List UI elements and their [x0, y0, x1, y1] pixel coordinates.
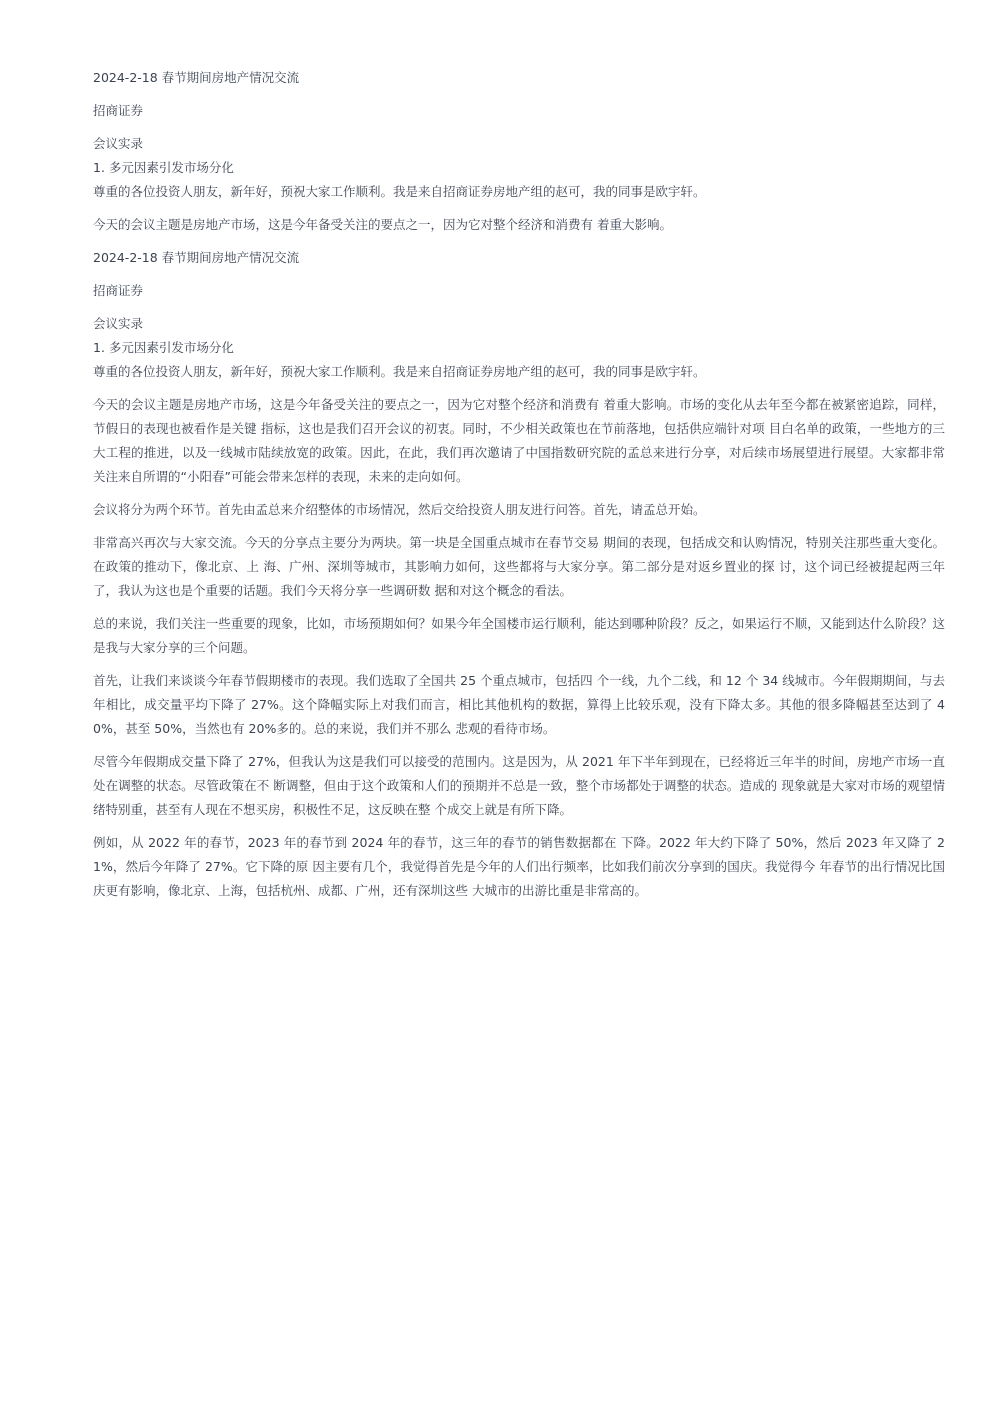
- body-paragraph: 首先，让我们来谈谈今年春节假期楼市的表现。我们选取了全国共 25 个重点城市，包括四 个一线，九个二线，和 12 个 34 线城市。今年假期期间，与去年相比，成交量平均下降了 27%。这个降幅实际上对我们而言，相比其他机构的数据，算得上比较乐观，没有下降太多。其他的很多降幅甚至达到了 40%，甚至 50%，当然也有 20%多的。总的来说，我们并不那么 悲观的看待市场。: [93, 673, 945, 736]
- body-paragraph: 非常高兴再次与大家交流。今天的分享点主要分为两块。第一块是全国重点城市在春节交易 期间的表现，包括成交和认购情况，特别关注那些重大变化。在政策的推动下，像北京、上 海、广州、深圳等城市，其影响力如何，这些都将与大家分享。第二部分是对返乡置业的探 讨，这个词已经被提起两三年了，我认为这也是个重要的话题。我们今天将分享一些调研数 据和对这个概念的看法。: [93, 535, 945, 598]
- document-page: [93, 66, 945, 912]
- section-label: 会议实录: [93, 136, 144, 151]
- body-paragraph: 尽管今年假期成交量下降了 27%，但我认为这是我们可以接受的范围内。这是因为，从 2021 年下半年到现在，已经将近三年半的时间，房地产市场一直处在调整的状态。尽管政策在不 断调整，但由于这个政策和人们的预期并不总是一致，整个市场都处于调整的状态。造成的 现象就是大家对市场的观望情绪特别重，甚至有人现在不想买房，积极性不足，这反映在整 个成交上就是有所下降。: [93, 754, 945, 817]
- document-org-repeat: 招商证券: [93, 283, 144, 298]
- section-heading-repeat: 1. 多元因素引发市场分化: [93, 340, 234, 355]
- theme-paragraph: 今天的会议主题是房地产市场，这是今年备受关注的要点之一，因为它对整个经济和消费有 着重大影响。: [93, 217, 672, 232]
- document-date-title: 2024-2-18 春节期间房地产情况交流: [93, 70, 300, 85]
- section-heading: 1. 多元因素引发市场分化: [93, 160, 234, 175]
- intro-paragraph: 尊重的各位投资人朋友，新年好，预祝大家工作顺利。我是来自招商证券房地产组的赵可，我的同事是欧宇轩。: [93, 184, 706, 199]
- body-paragraph: 总的来说，我们关注一些重要的现象，比如，市场预期如何？如果今年全国楼市运行顺利，能达到哪种阶段？反之，如果运行不顺，又能到达什么阶段？这是我与大家分享的三个问题。: [93, 616, 945, 655]
- body-paragraph: 例如，从 2022 年的春节，2023 年的春节到 2024 年的春节，这三年的春节的销售数据都在 下降。2022 年大约下降了 50%，然后 2023 年又降了 21%，然后今年降了 27%。它下降的原 因主要有几个，我觉得首先是今年的人们出行频率，比如我们前次分享到的国庆。我觉得今 年春节的出行情况比国庆更有影响，像北京、上海，包括杭州、成都、广州，还有深圳这些 大城市的出游比重是非常高的。: [93, 835, 945, 898]
- intro-paragraph-repeat: 尊重的各位投资人朋友，新年好，预祝大家工作顺利。我是来自招商证券房地产组的赵可，我的同事是欧宇轩。: [93, 364, 706, 379]
- section-label-repeat: 会议实录: [93, 316, 144, 331]
- document-org: 招商证券: [93, 103, 144, 118]
- body-paragraph: 会议将分为两个环节。首先由孟总来介绍整体的市场情况，然后交给投资人朋友进行问答。首先，请孟总开始。: [93, 502, 706, 517]
- body-paragraph: 今天的会议主题是房地产市场，这是今年备受关注的要点之一，因为它对整个经济和消费有 着重大影响。市场的变化从去年至今都在被紧密追踪，同样，节假日的表现也被看作是关键 指标，这也是我们召开会议的初衷。同时，不少相关政策也在节前落地，包括供应端针对项 目白名单的政策，一些地方的三大工程的推进，以及一线城市陆续放宽的政策。因此，在此，我们再次邀请了中国指数研究院的孟总来进行分享，对后续市场展望进行展望。大家都非常 关注来自所谓的“小阳春”可能会带来怎样的表现，未来的走向如何。: [93, 397, 945, 484]
- document-date-title-repeat: 2024-2-18 春节期间房地产情况交流: [93, 250, 300, 265]
